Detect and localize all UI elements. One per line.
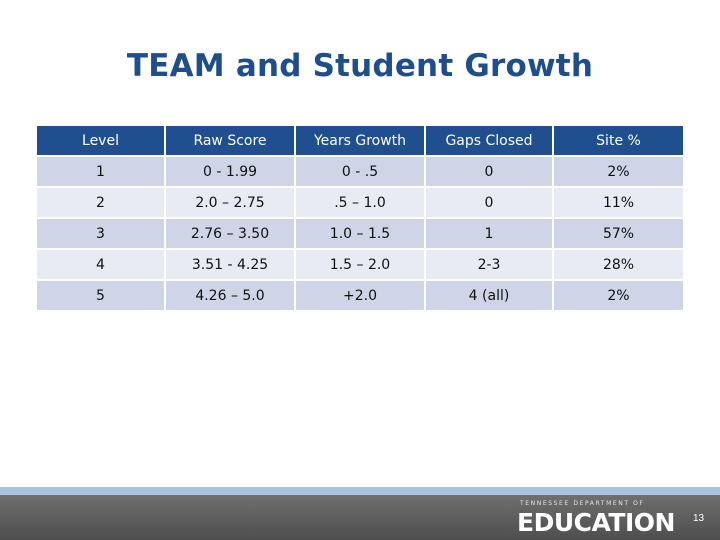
cell-site-percent: 57% — [553, 218, 683, 249]
cell-site-percent: 2% — [553, 156, 683, 187]
header-raw-score: Raw Score — [165, 126, 295, 156]
cell-level: 1 — [37, 156, 165, 187]
cell-site-percent: 11% — [553, 187, 683, 218]
cell-years-growth: +2.0 — [295, 280, 425, 310]
table-row — [37, 249, 683, 280]
table-row — [37, 156, 683, 187]
header-level: Level — [37, 126, 165, 156]
cell-gaps-closed: 4 (all) — [425, 280, 553, 310]
header-years-growth: Years Growth — [295, 126, 425, 156]
cell-gaps-closed: 1 — [425, 218, 553, 249]
cell-raw-score: 3.51 - 4.25 — [165, 249, 295, 280]
cell-years-growth: 0 - .5 — [295, 156, 425, 187]
cell-level: 3 — [37, 218, 165, 249]
cell-gaps-closed: 0 — [425, 187, 553, 218]
cell-raw-score: 4.26 – 5.0 — [165, 280, 295, 310]
cell-years-growth: 1.5 – 2.0 — [295, 249, 425, 280]
cell-site-percent: 2% — [553, 280, 683, 310]
cell-raw-score: 0 - 1.99 — [165, 156, 295, 187]
cell-years-growth: 1.0 – 1.5 — [295, 218, 425, 249]
header-gaps-closed: Gaps Closed — [425, 126, 553, 156]
growth-table — [37, 126, 683, 310]
footer-divider — [0, 487, 720, 495]
slide-number: 13 — [693, 513, 705, 524]
education-logo: EDUCATION — [517, 508, 675, 537]
table-row — [37, 218, 683, 249]
cell-level: 5 — [37, 280, 165, 310]
logo-tagline: TENNESSEE DEPARTMENT OF — [520, 500, 645, 507]
cell-level: 2 — [37, 187, 165, 218]
slide-title: TEAM and Student Growth — [126, 48, 594, 84]
cell-gaps-closed: 2-3 — [425, 249, 553, 280]
cell-years-growth: .5 – 1.0 — [295, 187, 425, 218]
cell-level: 4 — [37, 249, 165, 280]
table-row — [37, 187, 683, 218]
cell-raw-score: 2.0 – 2.75 — [165, 187, 295, 218]
header-site-percent: Site % — [553, 126, 683, 156]
table-row — [37, 280, 683, 310]
cell-raw-score: 2.76 – 3.50 — [165, 218, 295, 249]
cell-gaps-closed: 0 — [425, 156, 553, 187]
table-header-row — [37, 126, 683, 156]
cell-site-percent: 28% — [553, 249, 683, 280]
